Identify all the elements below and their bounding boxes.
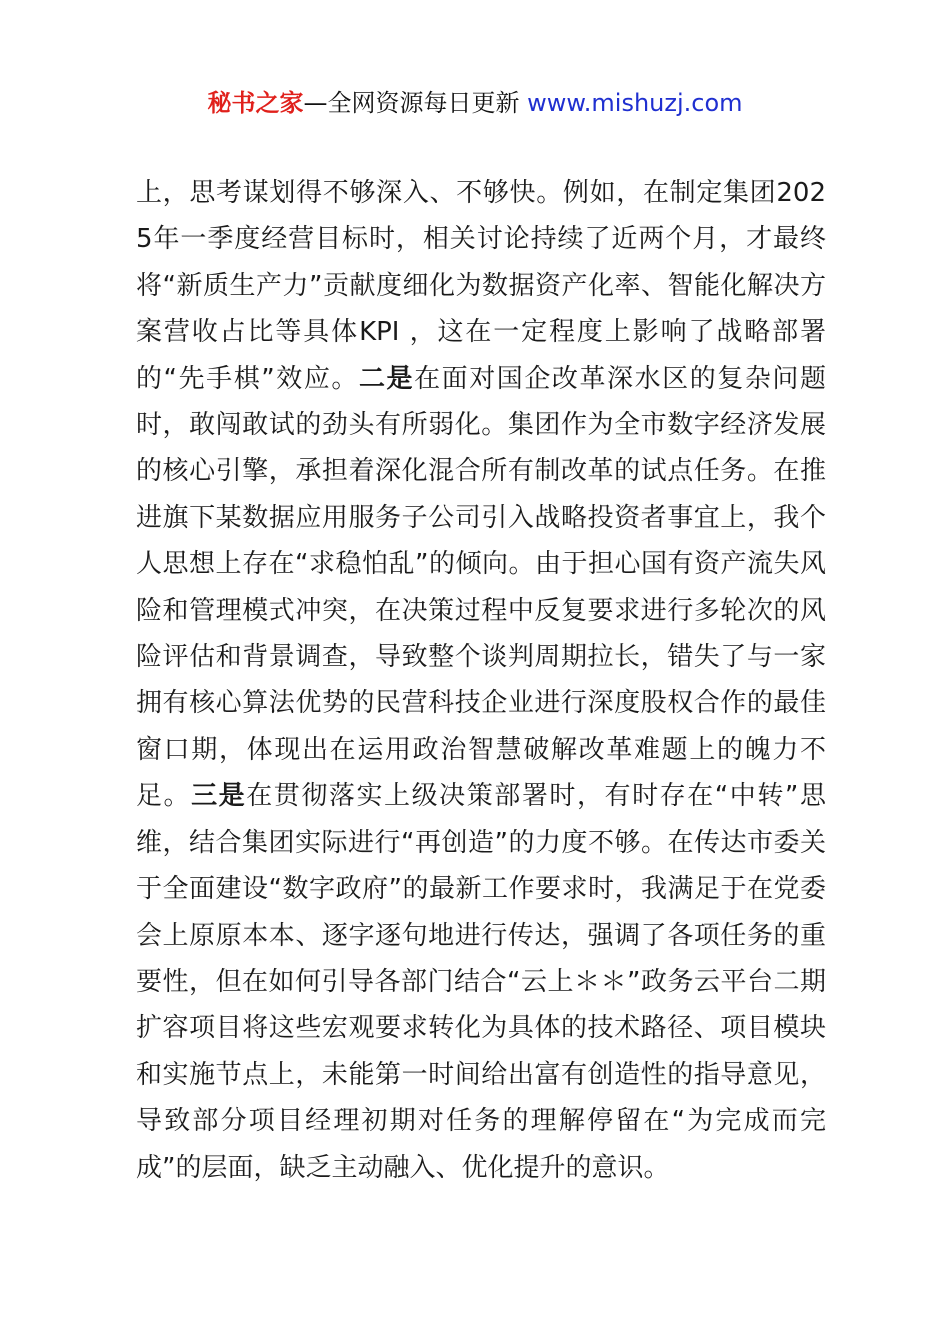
brand-name: 秘书之家	[207, 89, 304, 117]
body-paragraph	[136, 170, 826, 1191]
point-two-marker: 二是	[359, 363, 415, 394]
page-header	[0, 86, 950, 120]
paragraph-segment-1: 上，思考谋划得不够深入、不够快。例如，在制定集团2025年一季度经营目标时，相关讨论持续了近两个月，才最终将“新质生产力”贡献度细化为数据资产化率、智能化解决方案营收占比等具体KPI ，这在一定程度上影响了战略部署的“先手棋”效应。	[136, 178, 826, 394]
paragraph-segment-3: 在贯彻落实上级决策部署时，有时存在“中转”思维，结合集团实际进行“再创造”的力度不够。在传达市委关于全面建设“数字政府”的最新工作要求时，我满足于在党委会上原原本本、逐字逐句地进行传达，强调了各项任务的重要性，但在如何引导各部门结合“云上＊＊”政务云平台二期扩容项目将这些宏观要求转化为具体的技术路径、项目模块和实施节点上，未能第一时间给出富有创造性的指导意见，导致部分项目经理初期对任务的理解停留在“为完成而完成”的层面，缺乏主动融入、优化提升的意识。	[136, 781, 826, 1183]
header-tagline: —全网资源每日更新	[303, 89, 520, 117]
point-three-marker: 三是	[191, 781, 247, 812]
paragraph-segment-2: 在面对国企改革深水区的复杂问题时，敢闯敢试的劲头有所弱化。集团作为全市数字经济发展的核心引擎，承担着深化混合所有制改革的试点任务。在推进旗下某数据应用服务子公司引入战略投资者事宜上，我个人思想上存在“求稳怕乱”的倾向。由于担心国有资产流失风险和管理模式冲突，在决策过程中反复要求进行多轮次的风险评估和背景调查，导致整个谈判周期拉长，错失了与一家拥有核心算法优势的民营科技企业进行深度股权合作的最佳窗口期，体现出在运用政治智慧破解改革难题上的魄力不足。	[136, 363, 826, 812]
website-link[interactable]: www.mishuzj.com	[527, 89, 743, 117]
